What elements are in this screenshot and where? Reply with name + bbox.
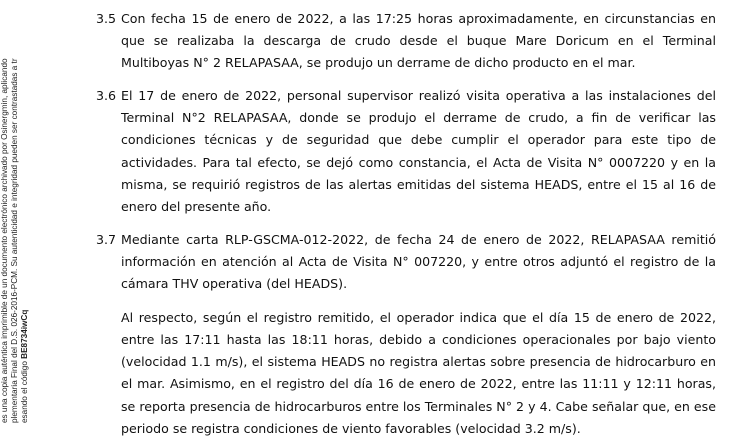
paragraph-3-5	[96, 8, 716, 74]
verification-code: BE8734iwCq	[20, 309, 30, 359]
paragraph-number: 3.5	[96, 11, 117, 26]
notice-line-3	[20, 0, 30, 423]
paragraph-number: 3.6	[96, 88, 117, 104]
paragraph-number: 3.7	[96, 231, 117, 247]
notice-line-3-prefix: esando el código	[20, 358, 30, 423]
document-body	[96, 8, 716, 440]
notice-line-2: plementaria Final del D.S. 026-2016-PCM. Su autenticidad e integridad pueden ser contrastadas a tr	[10, 58, 20, 423]
paragraph-text: Con fecha 15 de enero de 2022, a las 17:25 horas aproximadamente, en circunstancias en que se realizaba la descarga de crudo desde el buque Mare Doricum en el Terminal Multiboyas N° 2 RELAPASAA, se produjo un derrame de dicho producto en el mar.	[121, 11, 716, 71]
paragraph-3-6	[96, 85, 716, 218]
paragraph-3-7	[96, 229, 716, 295]
notice-line-1: es una copia auténtica imprimible de un documento electrónico archivado por Osinergmin, aplicando	[0, 58, 9, 423]
paragraph-text: El 17 de enero de 2022, personal supervisor realizó visita operativa a las instalaciones del Terminal N°2 RELAPASAA, donde se produjo el derrame de crudo, a fin de verificar las condiciones técnicas y de seguridad que debe cumplir el operador para este tipo de actividades. Para tal efecto, se dejó como constancia, el Acta de Visita N° 0007220 y en la misma, se requirió registros de las alertas emitidas del sistema HEADS, entre el 15 al 16 de enero del presente año.	[121, 88, 716, 214]
paragraph-3-7-continuation: Al respecto, según el registro remitido, el operador indica que el día 15 de enero de 2022, entre las 17:11 hasta las 18:11 horas, debido a condiciones operacionales por bajo viento (velocidad 1.1 m/s), el sistema HEADS no registra alertas sobre presencia de hidrocarburo en el mar. Asimismo, en el registro del día 16 de enero de 2022, entre las 11:11 y 12:11 horas, se reporta presencia de hidrocarburos entre los Terminales N° 2 y 4. Cabe señalar que, en ese periodo se registra condiciones de viento favorables (velocidad 3.2 m/s).	[121, 310, 716, 436]
paragraph-text: Mediante carta RLP-GSCMA-012-2022, de fecha 24 de enero de 2022, RELAPASAA remitió información en atención al Acta de Visita N° 007220, y entre otros adjuntó el registro de la cámara THV operativa (del HEADS).	[121, 231, 716, 292]
electronic-document-notice	[0, 0, 44, 423]
